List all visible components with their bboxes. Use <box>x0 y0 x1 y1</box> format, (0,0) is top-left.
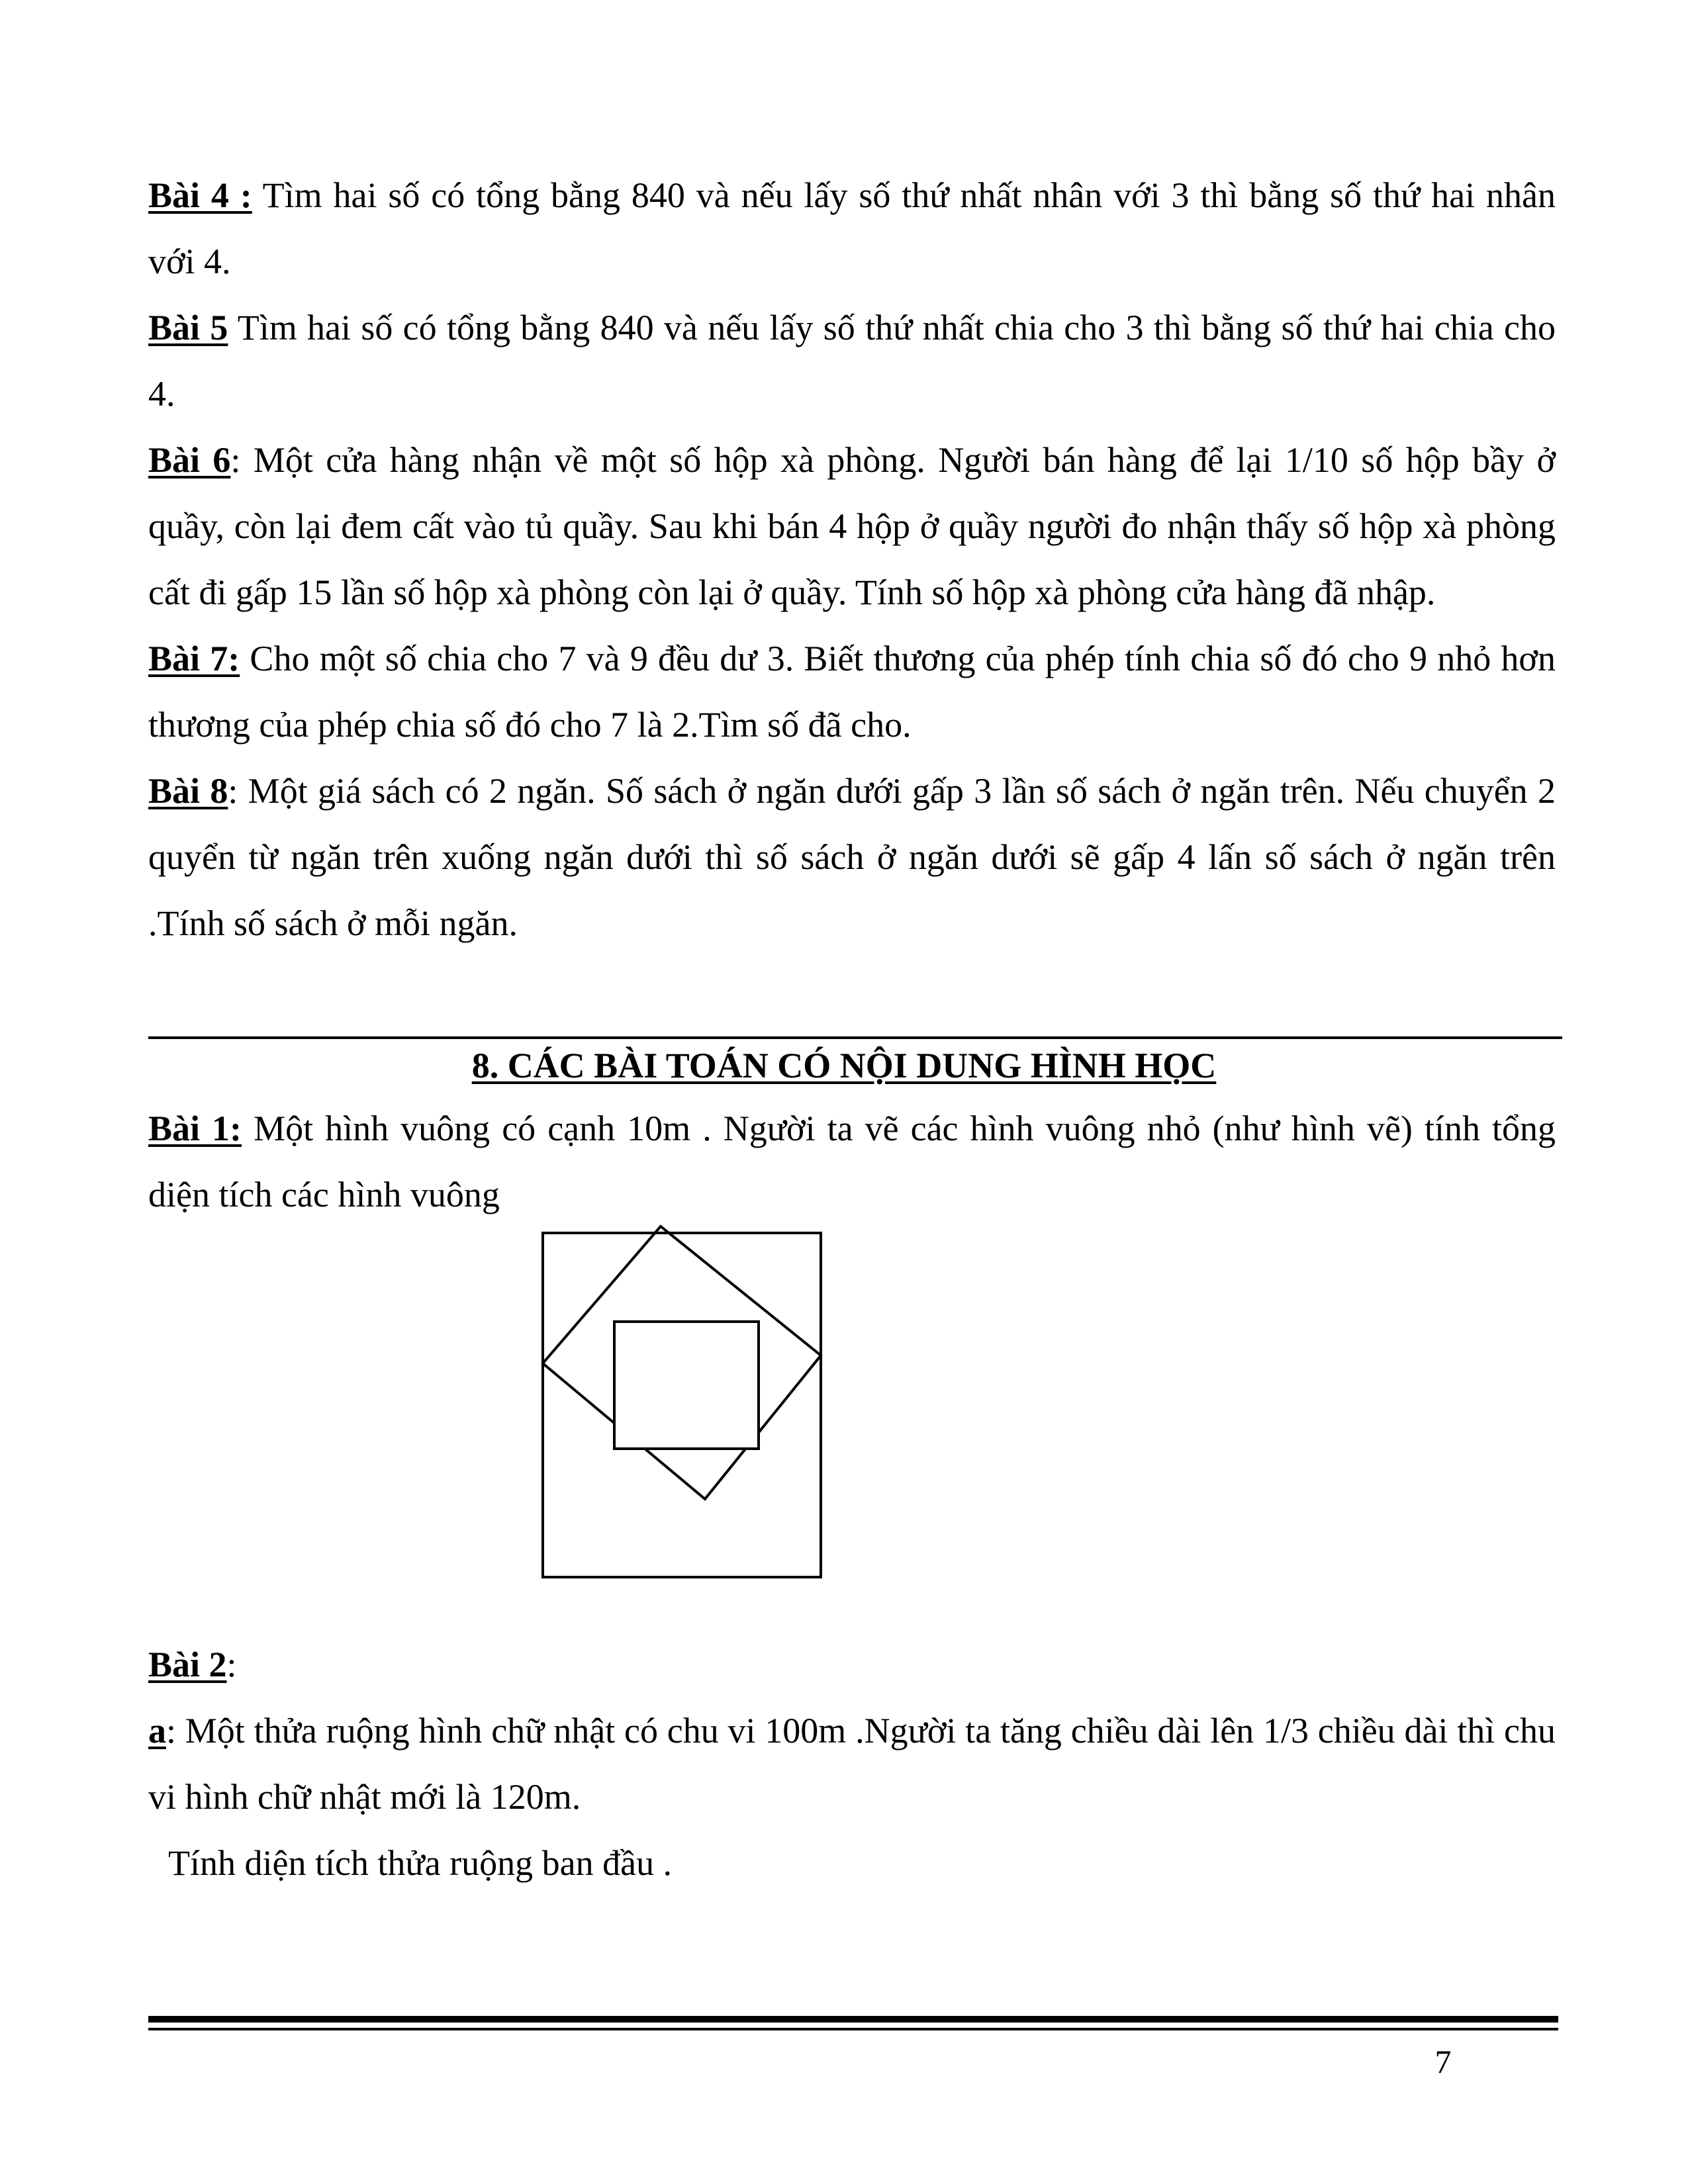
problem-label: Bài 5 <box>148 308 228 347</box>
problem-bai-2-question: Tính diện tích thửa ruộng ban đầu . <box>168 1843 673 1883</box>
problem-bai-1 <box>148 1095 1556 1228</box>
problem-label: Bài 4 : <box>148 175 252 215</box>
nested-squares-figure <box>536 1221 827 1605</box>
problem-text: Tìm hai số có tổng bằng 840 và nếu lấy số thứ nhất chia cho 3 thì bằng số thứ hai chia cho 4. <box>148 308 1556 414</box>
problem-bai-5 <box>148 295 1556 427</box>
page-number: 7 <box>1434 2043 1452 2080</box>
problem-label: Bài 7: <box>148 639 240 678</box>
problem-label: Bài 1: <box>148 1109 242 1148</box>
problem-text: : Một cửa hàng nhận về một số hộp xà phòng. Người bán hàng để lại 1/10 số hộp bầy ở quầy, còn lại đem cất vào tủ quầy. Sau khi bán 4 hộp ở quầy người đo nhận thấy số hộp xà phòng cất đi gấp 15 lần số hộp xà phòng còn lại ở quầy. Tính số hộp xà phòng cửa hàng đã nhập. <box>148 440 1556 612</box>
problem-label: Bài 8 <box>148 771 228 811</box>
problem-bai-6 <box>148 427 1556 625</box>
problem-bai-2-heading <box>148 1631 1556 1698</box>
footer-rule-thick <box>148 2016 1558 2023</box>
problem-label: Bài 2 <box>148 1645 227 1684</box>
inner-square <box>614 1322 759 1449</box>
section-heading: 8. CÁC BÀI TOÁN CÓ NỘI DUNG HÌNH HỌC <box>471 1046 1217 1085</box>
problem-text: Tìm hai số có tổng bằng 840 và nếu lấy số thứ nhất nhân với 3 thì bằng số thứ hai nhân với 4. <box>148 175 1556 281</box>
problems-block-top <box>148 162 1556 956</box>
problem-bai-8 <box>148 758 1556 956</box>
problem-bai-2-block <box>148 1631 1556 1896</box>
problem-label: Bài 6 <box>148 440 231 480</box>
problem-bai-7 <box>148 625 1556 758</box>
part-label: a <box>148 1711 166 1751</box>
problem-bai-2-part-a <box>148 1698 1556 1830</box>
problem-text: Cho một số chia cho 7 và 9 đều dư 3. Biết thương của phép tính chia số đó cho 9 nhỏ hơn thương của phép chia số đó cho 7 là 2.Tìm số đã cho. <box>148 639 1556 745</box>
problem-label-suffix: : <box>226 1645 237 1684</box>
problem-text: Một hình vuông có cạnh 10m . Người ta vẽ các hình vuông nhỏ (như hình vẽ) tính tổng diện tích các hình vuông <box>148 1109 1556 1214</box>
problem-text: : Một giá sách có 2 ngăn. Số sách ở ngăn dưới gấp 3 lần số sách ở ngăn trên. Nếu chuyển 2 quyển từ ngăn trên xuống ngăn dưới thì số sách ở ngăn dưới sẽ gấp 4 lấn số sách ở ngăn trên .Tính số sách ở mỗi ngăn. <box>148 771 1556 943</box>
part-text: : Một thửa ruộng hình chữ nhật có chu vi 100m .Người ta tăng chiều dài lên 1/3 chiều dài thì chu vi hình chữ nhật mới là 120m. <box>148 1711 1556 1817</box>
footer-rule-thin <box>148 2028 1558 2030</box>
problem-bai-1-block <box>148 1095 1556 1228</box>
problem-bai-4 <box>148 162 1556 295</box>
